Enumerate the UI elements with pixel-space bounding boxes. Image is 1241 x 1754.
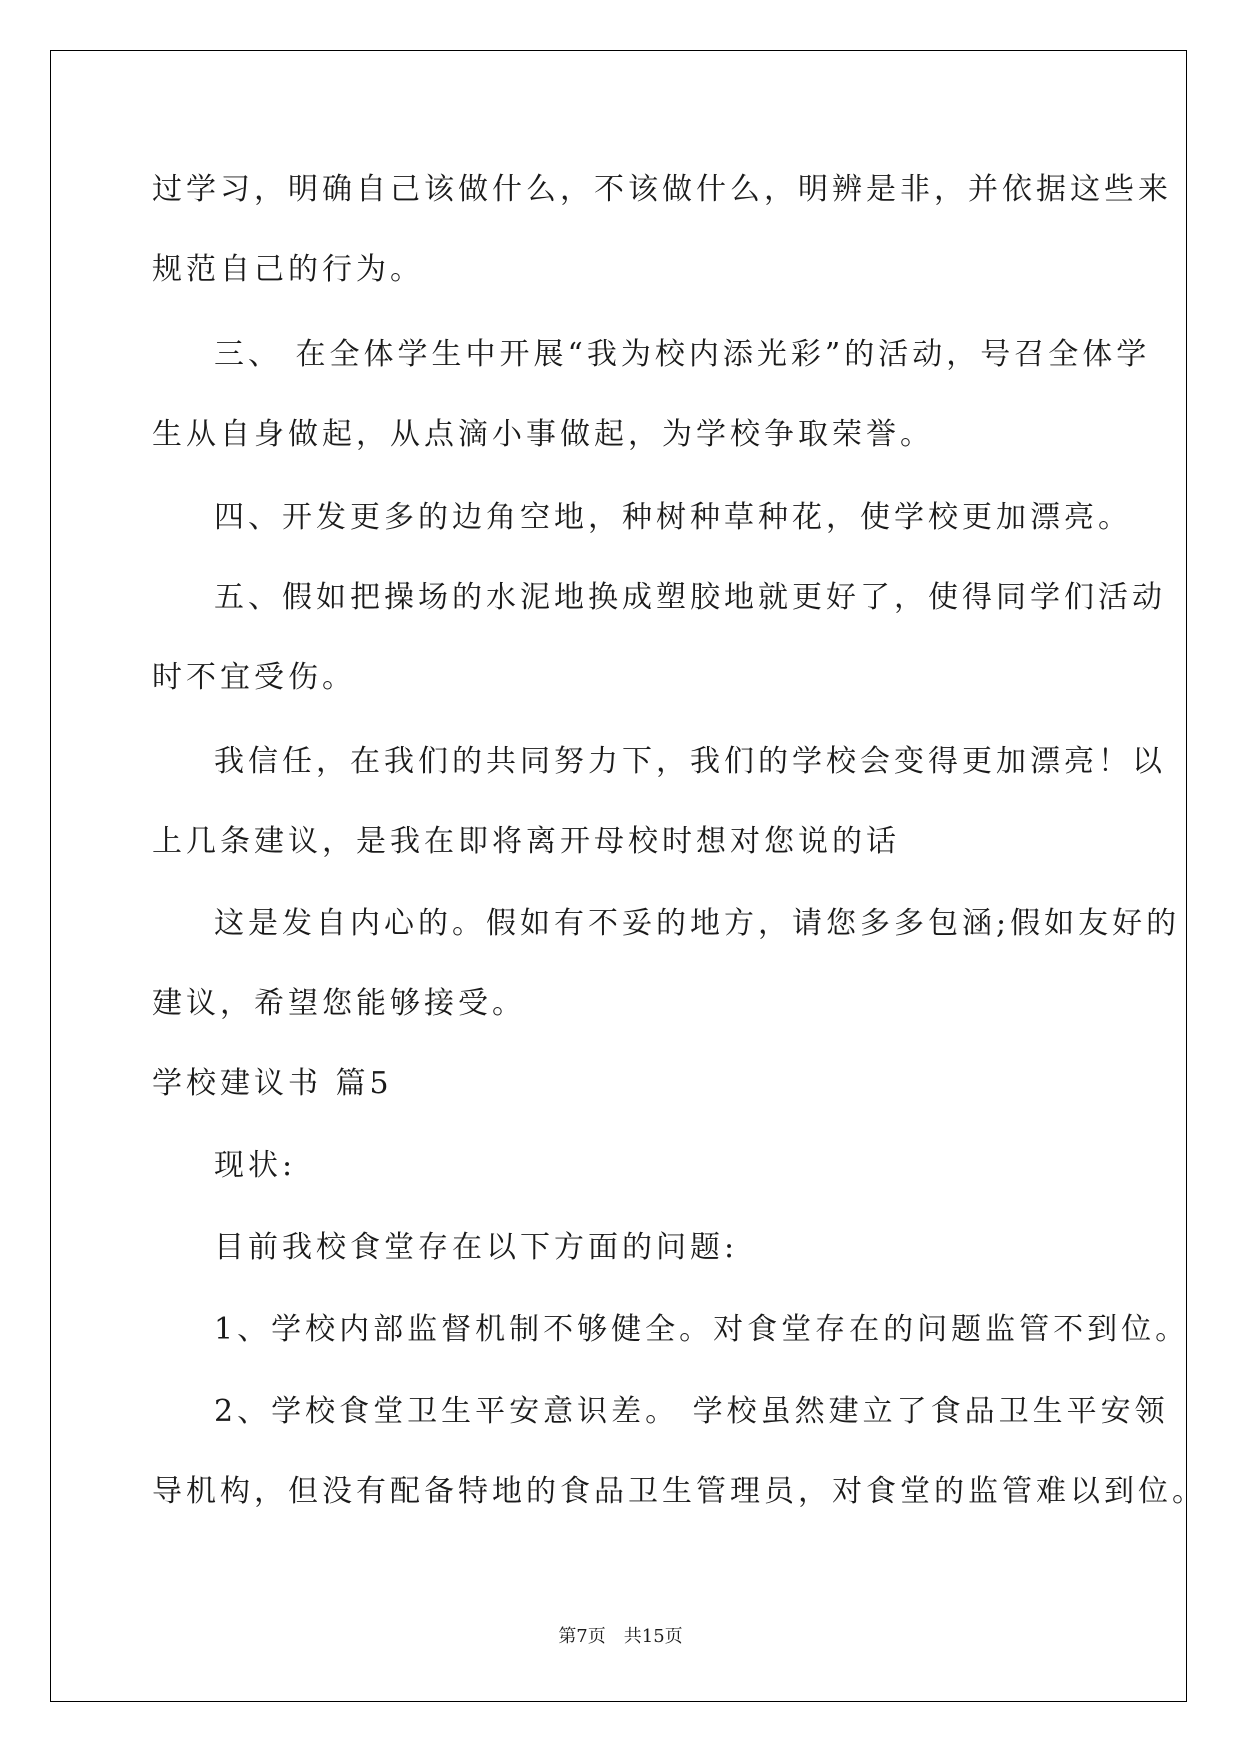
page-border: [50, 50, 1190, 1702]
paragraph-line: 规范自己的行为。: [152, 252, 424, 287]
paragraph-line: 这是发自内心的。假如有不妥的地方，请您多多包涵;假如友好的: [214, 906, 1181, 941]
paragraph-line: 1、学校内部监督机制不够健全。对食堂存在的问题监管不到位。: [214, 1312, 1190, 1347]
paragraph-line: 目前我校食堂存在以下方面的问题:: [214, 1230, 739, 1265]
section-heading: 学校建议书 篇5: [152, 1066, 393, 1101]
paragraph-line: 三、 在全体学生中开展“我为校内添光彩”的活动，号召全体学: [214, 337, 1151, 372]
paragraph-line: 现状:: [214, 1148, 297, 1183]
paragraph-line: 生从自身做起，从点滴小事做起，为学校争取荣誉。: [152, 417, 934, 452]
paragraph-line: 过学习，明确自己该做什么，不该做什么，明辨是非，并依据这些来: [152, 172, 1172, 207]
paragraph-line: 时不宜受伤。: [152, 660, 356, 695]
paragraph-line: 我信任，在我们的共同努力下，我们的学校会变得更加漂亮！以: [214, 744, 1166, 779]
paragraph-line: 上几条建议，是我在即将离开母校时想对您说的话: [152, 824, 900, 859]
paragraph-line: 四、开发更多的边角空地，种树种草种花，使学校更加漂亮。: [214, 500, 1132, 535]
paragraph-line: 2、学校食堂卫生平安意识差。 学校虽然建立了食品卫生平安领: [214, 1394, 1169, 1429]
page-total: 共15页: [623, 1626, 683, 1647]
paragraph-line: 建议，希望您能够接受。: [152, 986, 526, 1021]
paragraph-line: 五、假如把操场的水泥地换成塑胶地就更好了，使得同学们活动: [214, 580, 1166, 615]
paragraph-line: 导机构，但没有配备特地的食品卫生管理员，对食堂的监管难以到位。: [152, 1474, 1206, 1509]
page-footer: [0, 1622, 1241, 1648]
page-number: 第7页: [558, 1626, 606, 1647]
